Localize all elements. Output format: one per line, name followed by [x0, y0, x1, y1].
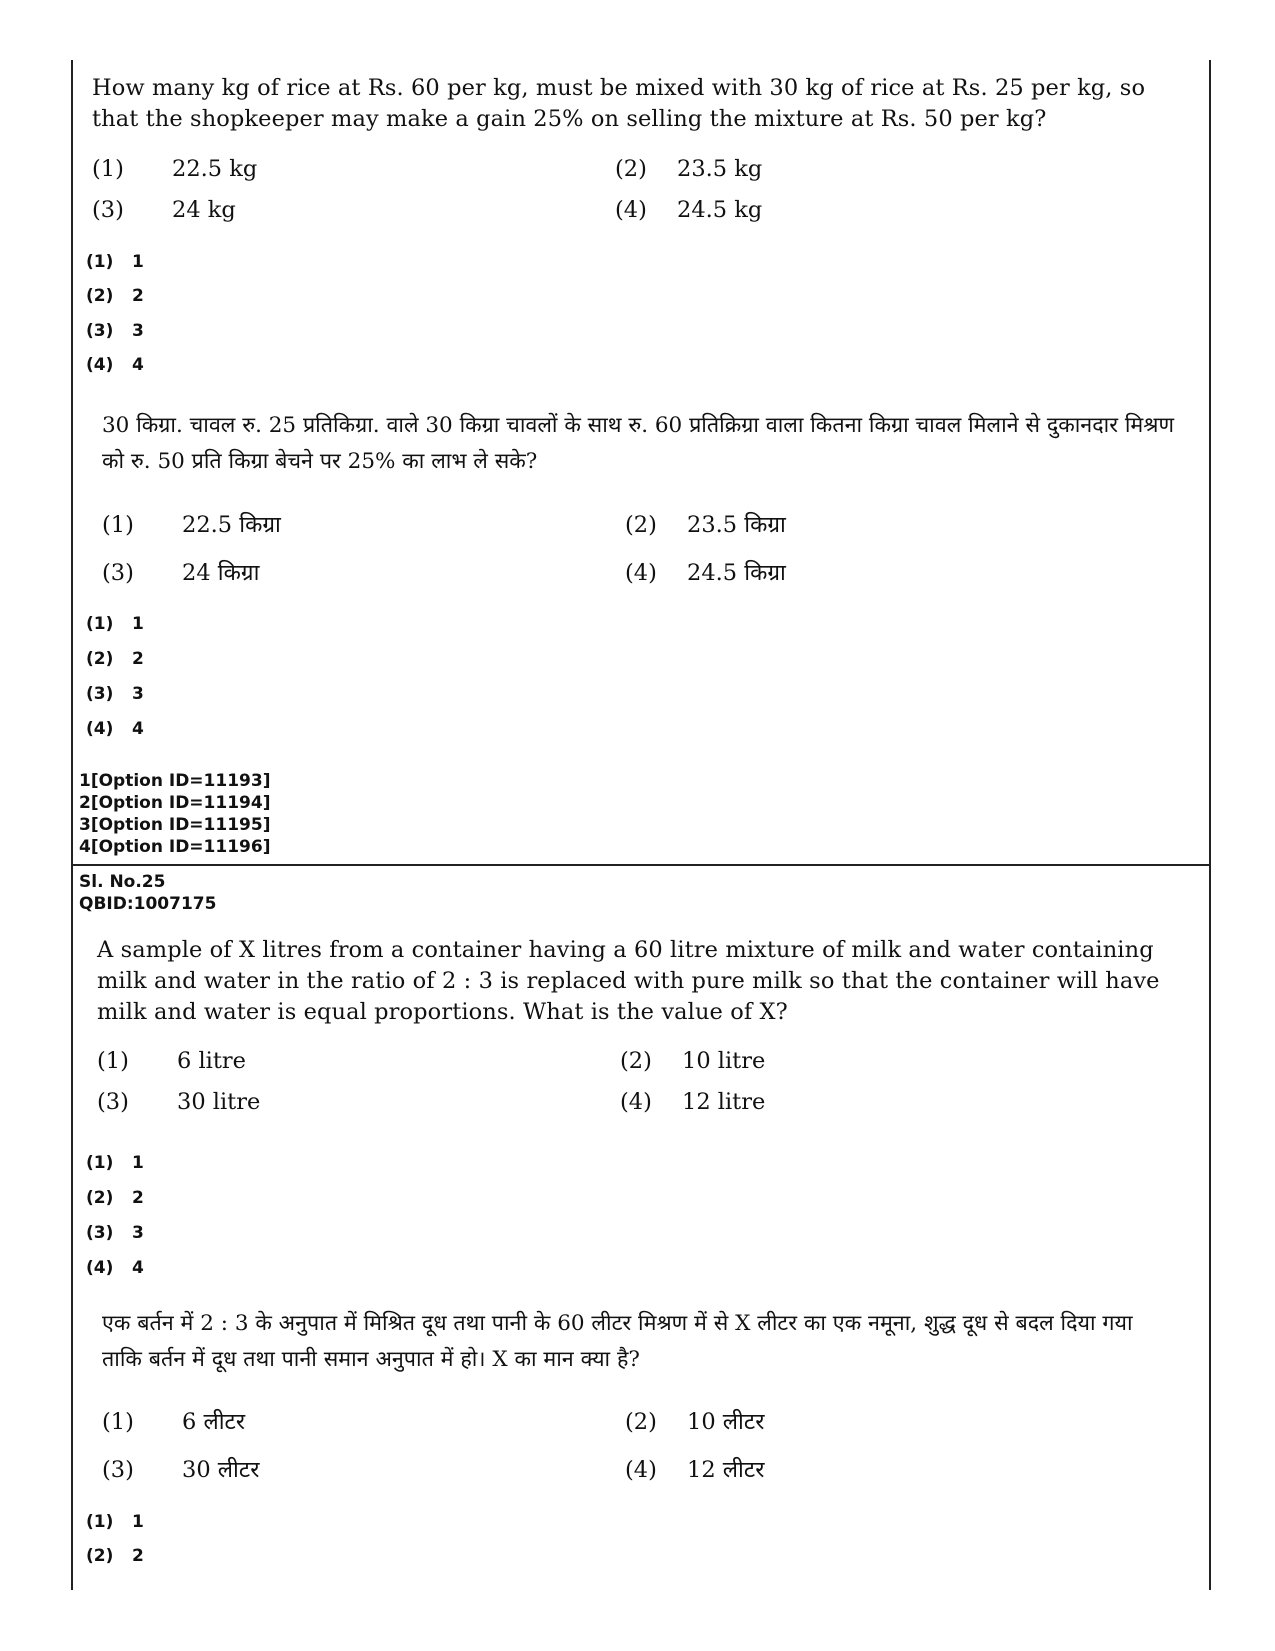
q24-hi-option-1: (1) 22.5 किग्रा	[102, 512, 281, 538]
q25-hi-option-1: (1) 6 लीटर	[102, 1409, 246, 1435]
q25-en-option-3: (3) 30 litre	[97, 1089, 261, 1115]
option-id-2: 2[Option ID=11194]	[79, 793, 271, 813]
question-divider	[71, 864, 1211, 866]
q24-en-answer-3: (3) 3	[86, 321, 144, 341]
q25-en-option-2: (2) 10 litre	[620, 1048, 766, 1074]
q24-en-option-3: (3) 24 kg	[92, 197, 236, 223]
option-id-3: 3[Option ID=11195]	[79, 815, 271, 835]
q25-en-answer-4: (4) 4	[86, 1258, 144, 1278]
q25-hi-answer-1: (1) 1	[86, 1512, 144, 1532]
q25-hi-answer-2: (2) 2	[86, 1546, 144, 1566]
q25-en-option-1: (1) 6 litre	[97, 1048, 246, 1074]
q24-en-answer-1: (1) 1	[86, 252, 144, 272]
page-frame-right	[1209, 60, 1211, 1590]
q24-hi-answer-1: (1) 1	[86, 614, 144, 634]
q24-en-option-2: (2) 23.5 kg	[615, 156, 763, 182]
question-qbid: QBID:1007175	[79, 894, 217, 914]
q24-hi-option-4: (4) 24.5 किग्रा	[625, 560, 786, 586]
q24-hi-option-3: (3) 24 किग्रा	[102, 560, 260, 586]
q25-hi-option-2: (2) 10 लीटर	[625, 1409, 765, 1435]
q24-en-answer-4: (4) 4	[86, 355, 144, 375]
q25-hindi-question: एक बर्तन में 2 : 3 के अनुपात में मिश्रित दूध तथा पानी के 60 लीटर मिश्रण में से X लीटर का एक नमूना, शुद्ध दूध से बदल दिया गया ताकि बर्तन में दूध तथा पानी समान अनुपात में हो। X का मान क्या है?	[102, 1311, 1133, 1372]
option-id-4: 4[Option ID=11196]	[79, 837, 271, 857]
q24-hi-option-2: (2) 23.5 किग्रा	[625, 512, 786, 538]
q25-en-answer-1: (1) 1	[86, 1153, 144, 1173]
q24-hi-answer-3: (3) 3	[86, 684, 144, 704]
q25-hi-option-3: (3) 30 लीटर	[102, 1457, 260, 1483]
q24-en-option-4: (4) 24.5 kg	[615, 197, 763, 223]
q24-en-answer-2: (2) 2	[86, 286, 144, 306]
q25-en-answer-3: (3) 3	[86, 1223, 144, 1243]
page-frame-left	[71, 60, 73, 1590]
q24-hi-answer-4: (4) 4	[86, 719, 144, 739]
q24-hi-answer-2: (2) 2	[86, 649, 144, 669]
q24-hindi-question: 30 किग्रा. चावल रु. 25 प्रतिकिग्रा. वाले 30 किग्रा चावलों के साथ रु. 60 प्रतिक्रिग्रा वाला कितना किग्रा चावल मिलाने से दुकानदार मिश्रण को रु. 50 प्रति किग्रा बेचने पर 25% का लाभ ले सके?	[102, 413, 1175, 474]
q25-en-option-4: (4) 12 litre	[620, 1089, 766, 1115]
q24-english-question: How many kg of rice at Rs. 60 per kg, must be mixed with 30 kg of rice at Rs. 25 per kg, so that the shopkeeper may make a gain 25% on selling the mixture at Rs. 50 per kg?	[92, 75, 1146, 132]
question-serial-number: Sl. No.25	[79, 872, 166, 892]
q25-en-answer-2: (2) 2	[86, 1188, 144, 1208]
q25-english-question: A sample of X litres from a container having a 60 litre mixture of milk and water containing milk and water in the ratio of 2 : 3 is replaced with pure milk so that the container will have milk and water is equal proportions. What is the value of X?	[97, 937, 1160, 1025]
q24-en-option-1: (1) 22.5 kg	[92, 156, 258, 182]
q25-hi-option-4: (4) 12 लीटर	[625, 1457, 765, 1483]
option-id-1: 1[Option ID=11193]	[79, 771, 271, 791]
